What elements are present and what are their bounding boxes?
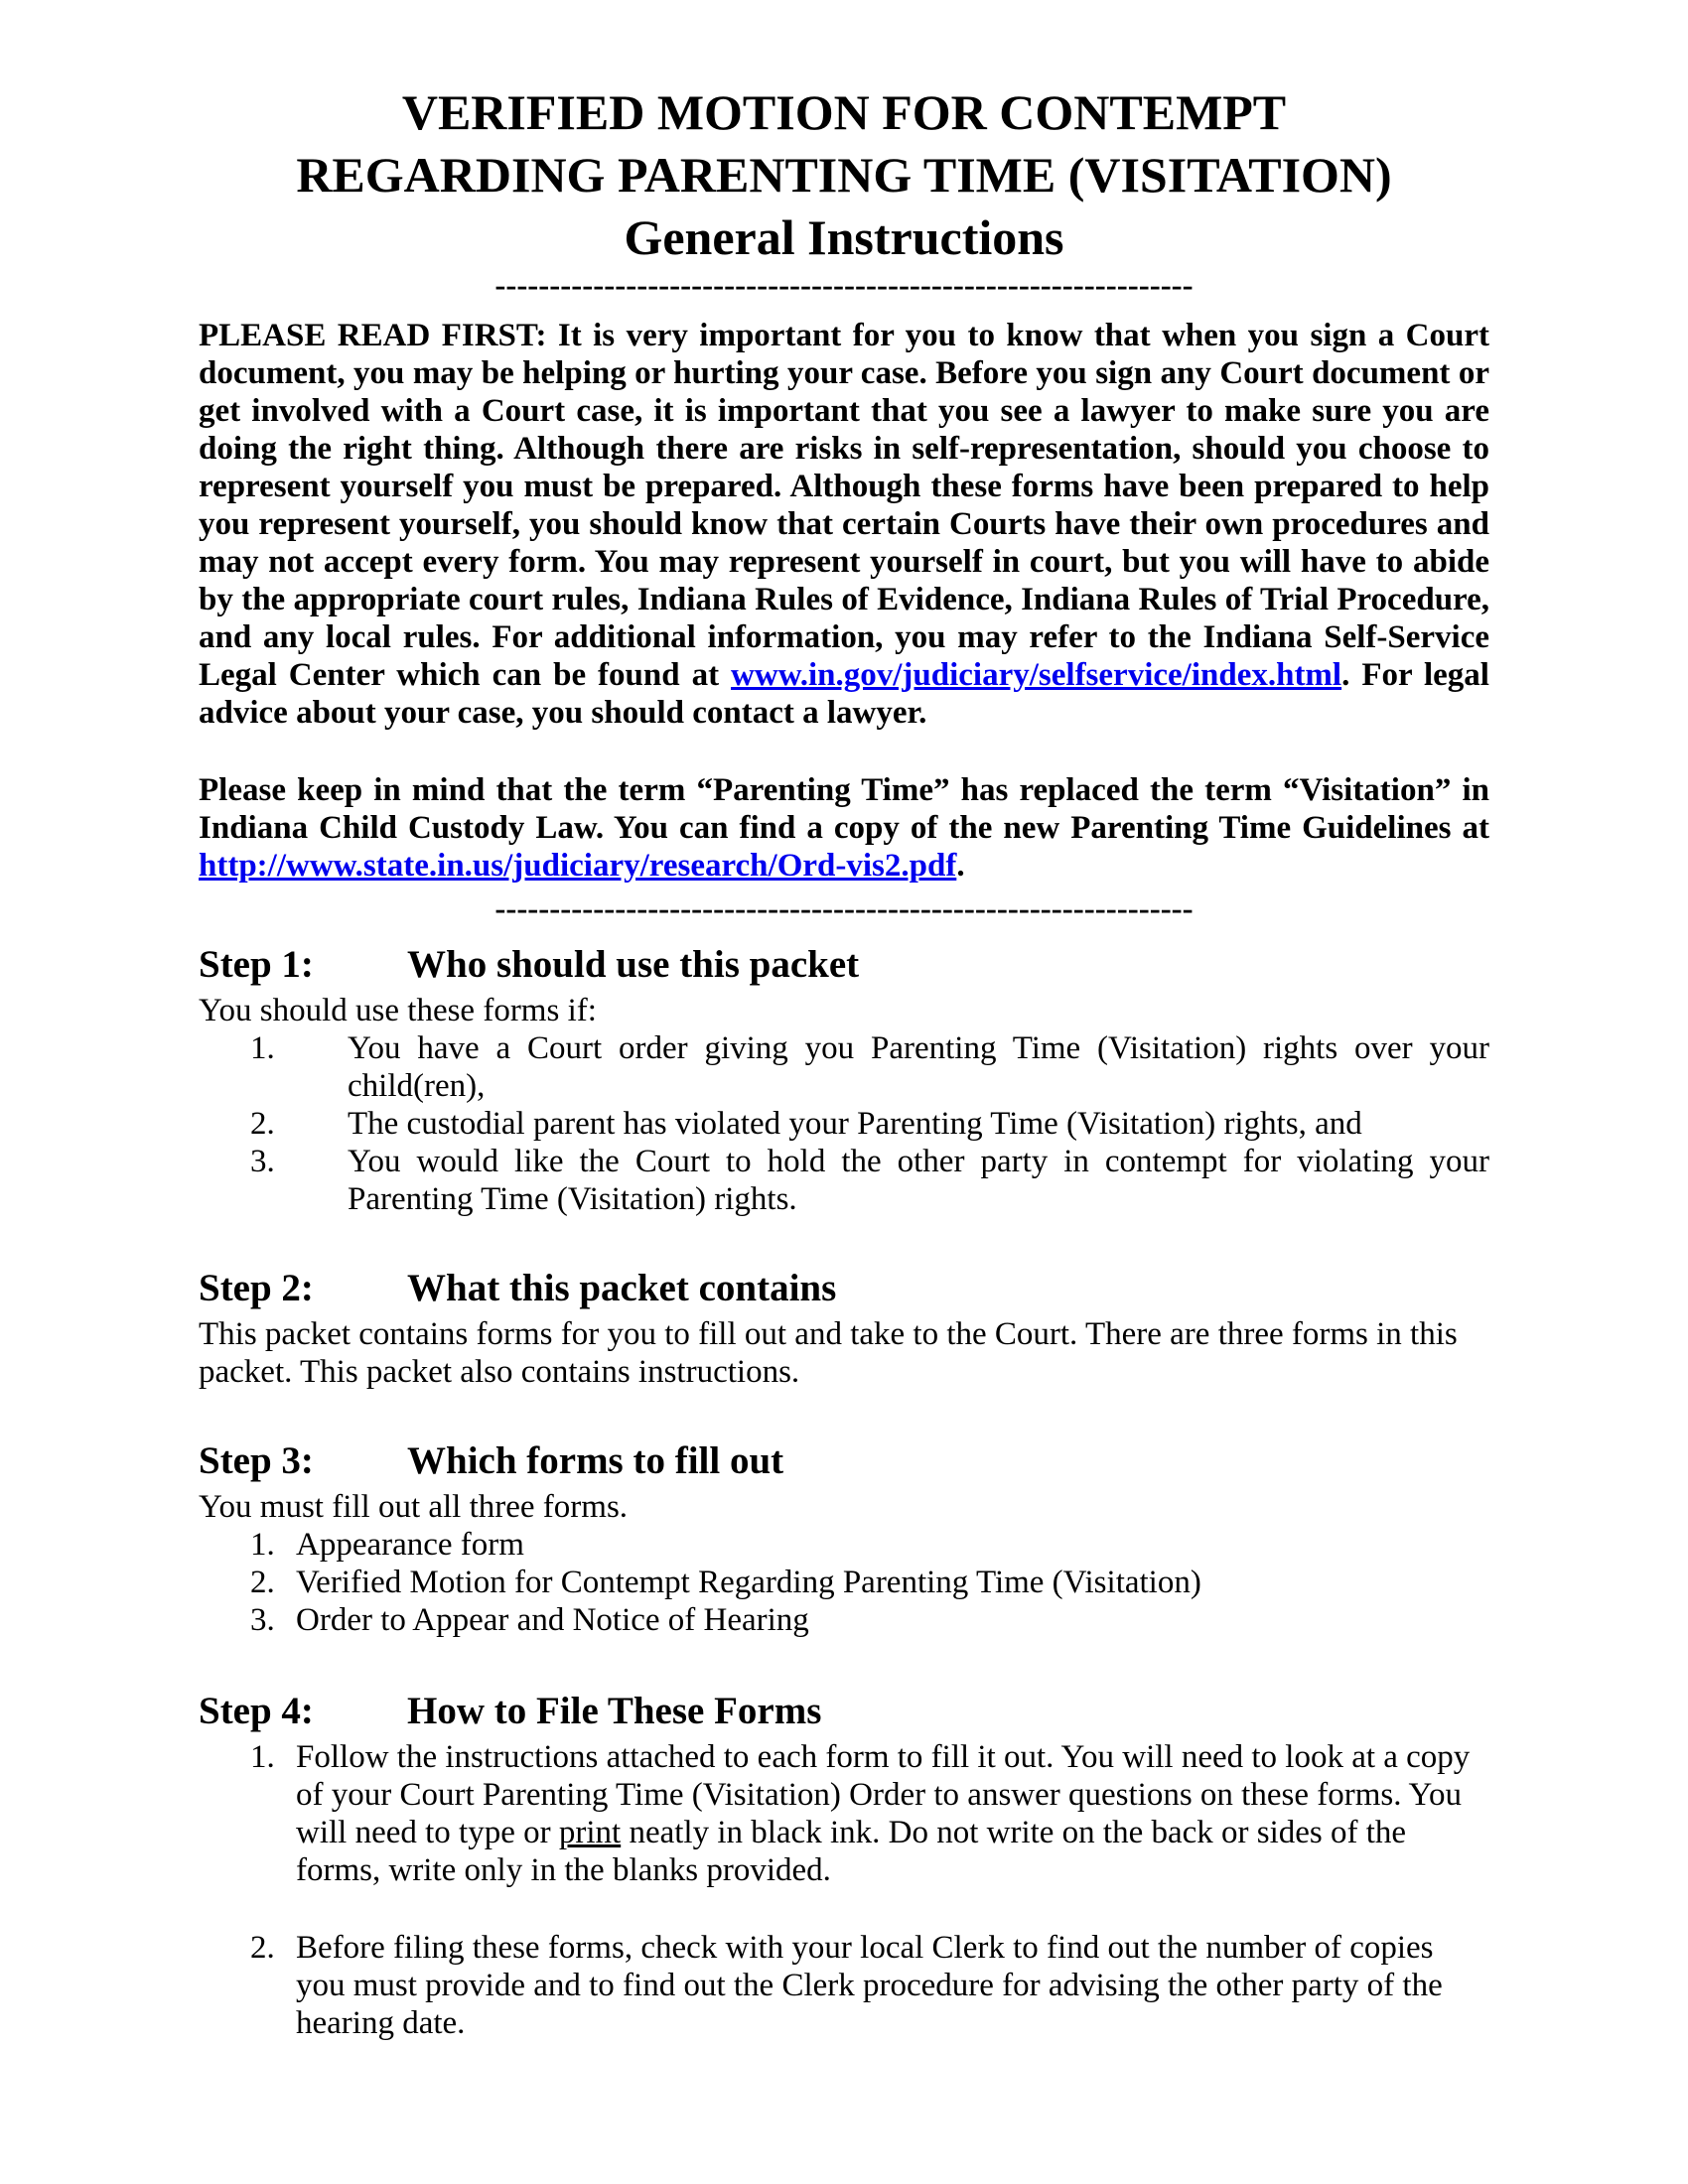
intro-text-before-link: PLEASE READ FIRST: It is very important for you to know that when you sign a Court document, you may be helping or hurting your case. Before you sign any Court document or get involved with a Court case, it is important that you see a lawyer to make sure you are doing the right thing. Although there are risks in self-representation, should you choose to represent yourself you must be prepared. Although these forms have been prepared to help you represent yourself, you should know that certain Courts have their own procedures and may not accept every form. You may represent yourself in court, but you will have to abide by the appropriate court rules, Indiana Rules of Evidence, Indiana Rules of Trial Procedure, and any local rules. For additional information, you may refer to the Indiana Self-Service Legal Center which can be found at bbox=[199, 318, 1489, 693]
list-item bbox=[199, 1601, 1489, 1639]
list-item-text-before: Before filing these forms, check with your local Clerk to find out the number of copies you must provide and to find out the Clerk procedure for advising the other party of the hearing date. bbox=[296, 1930, 1443, 2041]
list-item-number: 1. bbox=[250, 1030, 275, 1066]
selfservice-legal-center-link[interactable]: www.in.gov/judiciary/selfservice/index.html bbox=[731, 657, 1342, 693]
dashed-separator-top: ---------------------------------------------------------------- bbox=[494, 273, 1194, 299]
list-item-number: 2. bbox=[250, 1565, 275, 1600]
list-item bbox=[199, 1564, 1489, 1601]
step-1-title: Who should use this packet bbox=[407, 943, 860, 986]
list-item bbox=[199, 1929, 1489, 2042]
step-4-heading bbox=[199, 1689, 1489, 1734]
list-item-number: 3. bbox=[250, 1602, 275, 1638]
list-item bbox=[199, 1105, 1489, 1143]
reminder-text-before-link: Please keep in mind that the term “Parenting Time” has replaced the term “Visitation” in Indiana Child Custody Law. You can find a copy of the new Parenting Time Guidelines at bbox=[199, 772, 1489, 846]
list-item-text-after: neatly in black ink. Do not write on the back or sides of the forms, write only in the blanks provided. bbox=[296, 1815, 1407, 1888]
list-item-text-before: Follow the instructions attached to each form to fill it out. You will need to look at a copy of your Court Parenting Time (Visitation) Order to answer questions on these forms. You will need to type or bbox=[296, 1739, 1471, 1850]
step-1-section bbox=[199, 942, 1489, 1218]
list-item-number: 1. bbox=[250, 1527, 275, 1563]
list-item-text: You would like the Court to hold the other party in contempt for violating your Parenting Time (Visitation) rights. bbox=[348, 1144, 1489, 1217]
step-3-heading bbox=[199, 1438, 1489, 1484]
step-4-list bbox=[199, 1738, 1489, 2042]
step-3-intro: You must fill out all three forms. bbox=[199, 1489, 629, 1525]
list-item bbox=[199, 1143, 1489, 1218]
step-4-section bbox=[199, 1689, 1489, 2042]
parenting-time-note-paragraph bbox=[199, 771, 1489, 885]
step-2-heading bbox=[199, 1266, 1489, 1311]
step-3-list bbox=[199, 1526, 1489, 1639]
list-item-number: 1. bbox=[250, 1739, 275, 1775]
dashed-separator-middle: ---------------------------------------------------------------- bbox=[494, 896, 1194, 922]
step-2-body: This packet contains forms for you to fill out and take to the Court. There are three forms in this packet. This packet also contains instructions. bbox=[199, 1316, 1458, 1390]
underlined-word: print bbox=[558, 1815, 622, 1850]
list-item-text: Verified Motion for Contempt Regarding Parenting Time (Visitation) bbox=[296, 1565, 1201, 1600]
list-item-number: 2. bbox=[250, 1106, 275, 1142]
intro-text-after-link: . For legal advice about your case, you should contact a lawyer. bbox=[199, 657, 1489, 731]
parenting-time-guidelines-link[interactable]: http://www.state.in.us/judiciary/research/Ord-vis2.pdf bbox=[199, 848, 957, 884]
list-item bbox=[199, 1029, 1489, 1105]
list-item-text: You have a Court order giving you Parenting Time (Visitation) rights over your child(ren), bbox=[348, 1030, 1489, 1104]
list-item-text: Appearance form bbox=[296, 1527, 524, 1563]
please-read-first-paragraph bbox=[199, 317, 1489, 732]
list-item-text: Order to Appear and Notice of Hearing bbox=[296, 1602, 809, 1638]
list-item-text: The custodial parent has violated your Parenting Time (Visitation) rights, and bbox=[348, 1106, 1362, 1142]
step-2-section bbox=[199, 1266, 1489, 1391]
step-1-heading bbox=[199, 942, 1489, 988]
step-1-list bbox=[199, 1029, 1489, 1218]
step-3-label: Step 3: bbox=[199, 1439, 314, 1482]
list-item-number: 3. bbox=[250, 1144, 275, 1179]
step-1-label: Step 1: bbox=[199, 943, 314, 986]
step-4-title: How to File These Forms bbox=[407, 1690, 822, 1732]
document-title bbox=[199, 81, 1489, 269]
list-item-number: 2. bbox=[250, 1930, 275, 1966]
step-3-section bbox=[199, 1438, 1489, 1639]
list-item bbox=[199, 1526, 1489, 1564]
step-3-title: Which forms to fill out bbox=[407, 1439, 784, 1482]
title-line-3: General Instructions bbox=[624, 209, 1064, 265]
list-item bbox=[199, 1738, 1489, 1889]
step-1-intro: You should use these forms if: bbox=[199, 993, 597, 1028]
step-4-label: Step 4: bbox=[199, 1690, 314, 1732]
step-2-title: What this packet contains bbox=[407, 1267, 837, 1309]
reminder-text-after-link: . bbox=[956, 848, 965, 884]
title-line-2: REGARDING PARENTING TIME (VISITATION) bbox=[296, 147, 1392, 203]
title-line-1: VERIFIED MOTION FOR CONTEMPT bbox=[401, 84, 1287, 140]
step-2-label: Step 2: bbox=[199, 1267, 314, 1309]
